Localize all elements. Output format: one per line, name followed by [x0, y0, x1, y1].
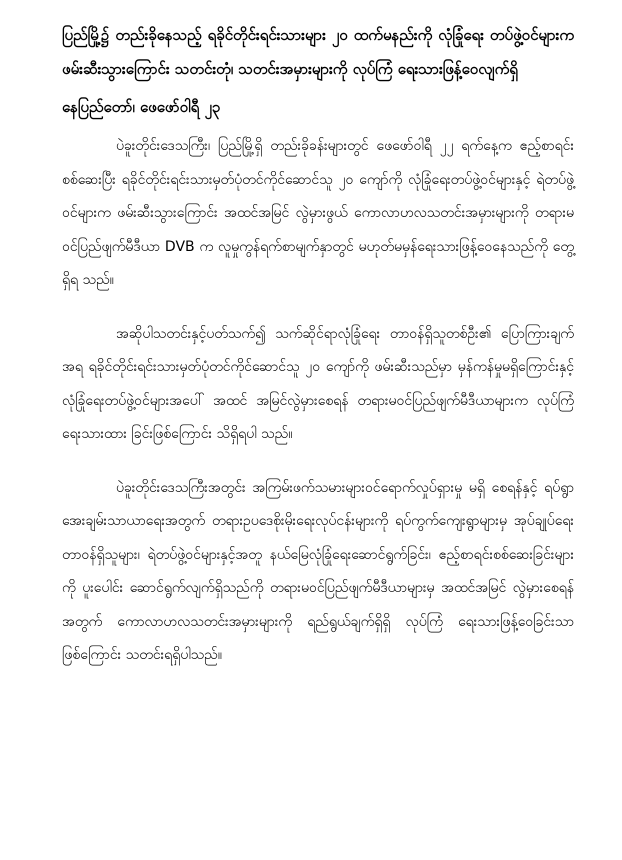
article-paragraph-1: ပဲခူးတိုင်းဒေသကြီး၊ ပြည်မြို့ရှိ တည်းခိုခန်းများတွင် ဖေဖော်ဝါရီ ၂၂ ရက်နေ့က ဧည့်စာရင်းစစ်ဆေးပြီး ရခိုင်တိုင်းရင်းသားမှတ်ပုံတင်ကိုင်ဆောင်သူ ၂၀ ကျော်ကို လုံခြုံရေးတပ်ဖွဲ့ဝင်များနှင့် ရဲတပ်ဖွဲ့ဝင်များက ဖမ်းဆီးသွားကြောင်း အထင်အမြင် လွဲမှားဖွယ် ကောလာဟလသတင်းအမှားများကို တရားမဝင်ပြည်ဖျက်မီဒီယာ DVB က လူမှုကွန်ရက်စာမျက်နှာတွင် မဟုတ်မမှန်ရေးသားဖြန့်ဝေနေသည်ကို တွေ့ရှိရ သည်။ — [62, 138, 574, 288]
article-headline: ပြည်မြို့၌ တည်းခိုနေသည့် ရခိုင်တိုင်းရင်းသားများ ၂၀ ထက်မနည်းကို လုံခြုံရေး တပ်ဖွဲ့ဝင်များက ဖမ်းဆီးသွားကြောင်း သတင်းတုံ၊ သတင်းအမှားများကို လုပ်ကြံ ရေးသားဖြန့်ဝေလျက်ရှိ — [62, 26, 574, 78]
article-paragraph-2: အဆိုပါသတင်းနှင့်ပတ်သက်၍ သက်ဆိုင်ရာလုံခြုံရေး တာဝန်ရှိသူတစ်ဦး၏ ပြောကြားချက်အရ ရခိုင်တိုင်းရင်းသားမှတ်ပုံတင်ကိုင်ဆောင်သူ ၂၀ ကျော်ကို ဖမ်းဆီးသည်မှာ မှန်ကန်မှုမရှိကြောင်းနှင့် လုံခြုံရေးတပ်ဖွဲ့ဝင်များအပေါ် အထင် အမြင်လွဲမှားစေရန် တရားမဝင်ပြည်ဖျက်မီဒီယာများက လုပ်ကြံရေးသားထား ခြင်းဖြစ်ကြောင်း သိရှိရပါ သည်။ — [62, 325, 574, 442]
article-paragraph-3: ပဲခူးတိုင်းဒေသကြီးအတွင်း အကြမ်းဖက်သမားများဝင်ရောက်လှုပ်ရှားမှု မရှိ စေရန်နှင့် ရပ်ရွာအေးချမ်းသာယာရေးအတွက် တရားဥပဒေစိုးမိုးရေးလုပ်ငန်းများကို ရပ်ကွက်ကျေးရွာများမှ အုပ်ချုပ်ရေးတာဝန်ရှိသူများ၊ ရဲတပ်ဖွဲ့ဝင်များနှင့်အတူ နယ်မြေလုံခြုံရေးဆောင်ရွက်ခြင်း၊ ဧည့်စာရင်းစစ်ဆေးခြင်းများကို ပူးပေါင်း ဆောင်ရွက်လျက်ရှိသည်ကို တရားမဝင်ပြည်ဖျက်မီဒီယာများမှ အထင်အမြင် လွဲမှားစေရန်အတွက် ကောလာဟလသတင်းအမှားများကို ရည်ရွယ်ချက်ရှိရှိ လုပ်ကြံ ရေးသားဖြန့်ဝေခြင်းသာဖြစ်ကြောင်း သတင်းရရှိပါသည်။ — [62, 479, 574, 663]
article-dateline: နေပြည်တော်၊ ဖေဖော်ဝါရီ ၂၃ — [62, 98, 221, 116]
